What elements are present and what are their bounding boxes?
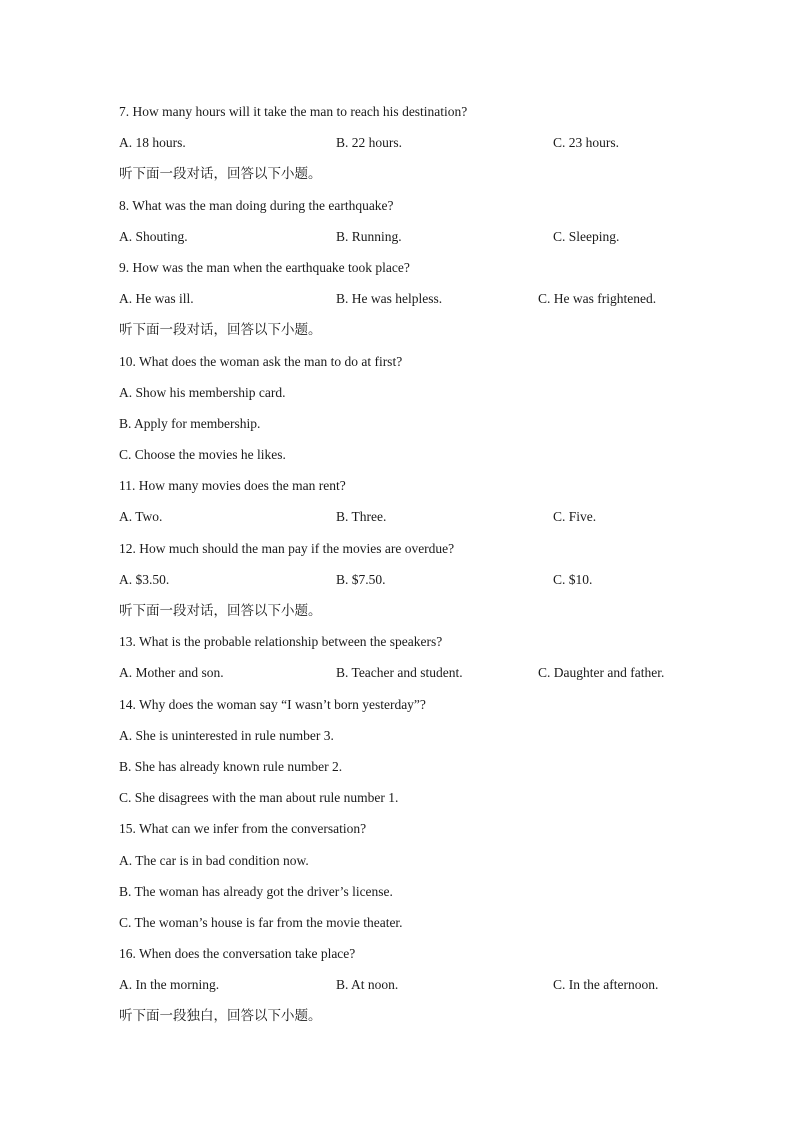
section-heading-3: 听下面一段对话，回答以下小题。 bbox=[119, 603, 322, 619]
question-12-option-c: C. $10. bbox=[553, 571, 593, 587]
question-16-option-a: A. In the morning. bbox=[119, 977, 220, 993]
question-8-options bbox=[119, 227, 719, 258]
question-8-option-c: C. Sleeping. bbox=[553, 228, 620, 244]
question-10-option-c: C. Choose the movies he likes. bbox=[119, 447, 286, 463]
question-11-option-a: A. Two. bbox=[119, 509, 163, 525]
question-9-option-a: A. He was ill. bbox=[119, 291, 194, 307]
question-7-option-c: C. 23 hours. bbox=[553, 135, 620, 151]
question-10-option-b: B. Apply for membership. bbox=[119, 415, 261, 431]
question-9-option-b: B. He was helpless. bbox=[336, 291, 443, 307]
listening-questions bbox=[119, 102, 719, 1038]
question-12: 12. How much should the man pay if the movies are overdue? bbox=[119, 540, 455, 556]
question-16-options bbox=[119, 975, 719, 1006]
question-15: 15. What can we infer from the conversation? bbox=[119, 821, 367, 837]
section-heading-1: 听下面一段对话，回答以下小题。 bbox=[119, 166, 322, 183]
question-15-option-a: A. The car is in bad condition now. bbox=[119, 852, 309, 868]
question-16-option-b: B. At noon. bbox=[336, 977, 399, 993]
question-9: 9. How was the man when the earthquake took place? bbox=[119, 259, 410, 275]
question-9-option-c: C. He was frightened. bbox=[538, 291, 657, 307]
question-13-option-c: C. Daughter and father. bbox=[538, 665, 665, 681]
question-11-options bbox=[119, 507, 719, 538]
question-14: 14. Why does the woman say “I wasn’t born yesterday”? bbox=[119, 696, 426, 712]
question-11: 11. How many movies does the man rent? bbox=[119, 478, 346, 494]
question-13-options bbox=[119, 663, 719, 694]
question-12-options bbox=[119, 570, 719, 601]
question-10: 10. What does the woman ask the man to do at first? bbox=[119, 353, 403, 369]
section-heading-2: 听下面一段对话，回答以下小题。 bbox=[119, 322, 322, 339]
question-7-option-a: A. 18 hours. bbox=[119, 135, 186, 151]
section-heading-4: 听下面一段独白，回答以下小题。 bbox=[119, 1008, 322, 1025]
question-11-option-b: B. Three. bbox=[336, 509, 387, 525]
question-14-option-a: A. She is uninterested in rule number 3. bbox=[119, 727, 334, 743]
question-13-option-a: A. Mother and son. bbox=[119, 665, 224, 681]
question-8-option-b: B. Running. bbox=[336, 228, 402, 244]
question-12-option-b: B. $7.50. bbox=[336, 571, 386, 587]
question-7-option-b: B. 22 hours. bbox=[336, 135, 403, 151]
question-15-option-c: C. The woman’s house is far from the movie theater. bbox=[119, 914, 403, 930]
question-16: 16. When does the conversation take place? bbox=[119, 946, 356, 962]
question-7: 7. How many hours will it take the man to reach his destination? bbox=[119, 104, 468, 119]
question-9-options bbox=[119, 289, 719, 320]
question-13-option-b: B. Teacher and student. bbox=[336, 665, 463, 681]
question-11-option-c: C. Five. bbox=[553, 509, 597, 525]
question-15-option-b: B. The woman has already got the driver’s license. bbox=[119, 883, 393, 899]
question-14-option-c: C. She disagrees with the man about rule number 1. bbox=[119, 790, 399, 806]
question-10-option-a: A. Show his membership card. bbox=[119, 384, 286, 400]
question-12-option-a: A. $3.50. bbox=[119, 571, 170, 587]
question-13: 13. What is the probable relationship between the speakers? bbox=[119, 634, 443, 650]
question-7-options bbox=[119, 133, 719, 164]
question-16-option-c: C. In the afternoon. bbox=[553, 977, 659, 993]
question-8: 8. What was the man doing during the earthquake? bbox=[119, 197, 394, 213]
question-8-option-a: A. Shouting. bbox=[119, 228, 188, 244]
question-14-option-b: B. She has already known rule number 2. bbox=[119, 758, 343, 774]
